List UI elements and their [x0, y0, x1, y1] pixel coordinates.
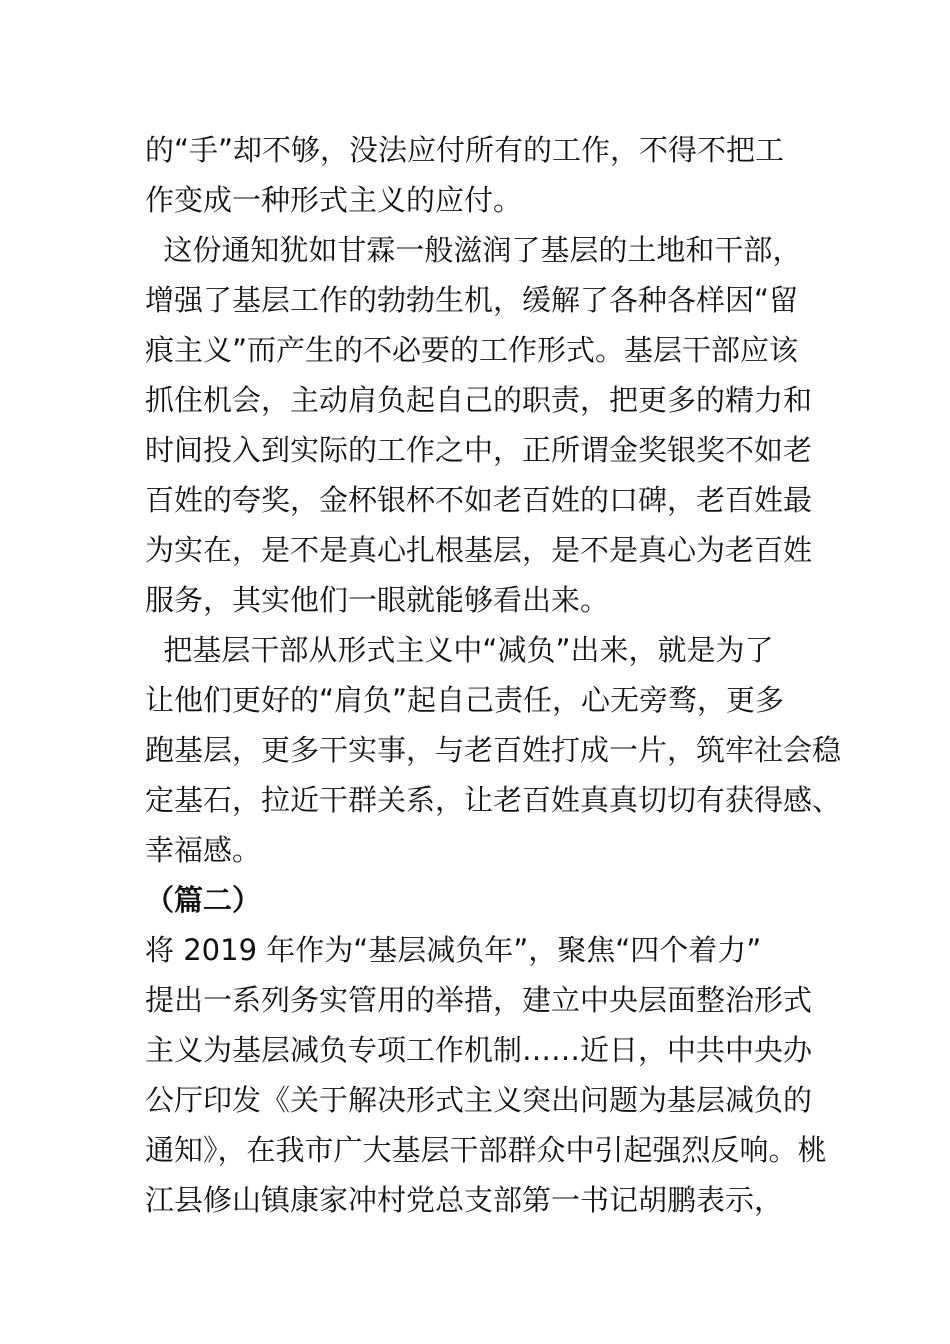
- text-line: 幸福感。: [145, 833, 262, 867]
- text-line: 的“手”却不够，没法应付所有的工作，不得不把工: [145, 133, 785, 167]
- text-line: 痕主义”而产生的不必要的工作形式。基层干部应该: [145, 333, 799, 367]
- text-line: 跑基层，更多干实事，与老百姓打成一片，筑牢社会稳: [145, 733, 842, 767]
- body-text: [145, 125, 842, 1225]
- text-line: 时间投入到实际的工作之中，正所谓金奖银奖不如老: [145, 433, 813, 467]
- paragraph-start-line: 这份通知犹如甘霖一般滋润了基层的土地和干部，: [145, 233, 802, 267]
- text-line: 增强了基层工作的勃勃生机，缓解了各种各样因“留: [145, 283, 799, 317]
- text-line: 江县修山镇康家冲村党总支部第一书记胡鹏表示，: [145, 1183, 784, 1217]
- text-line: 通知》，在我市广大基层干部群众中引起强烈反响。桃: [145, 1133, 827, 1167]
- text-line: 抓住机会，主动肩负起自己的职责，把更多的精力和: [145, 383, 813, 417]
- text-line: 公厅印发《关于解决形式主义突出问题为基层减负的: [145, 1083, 813, 1117]
- text-line: 让他们更好的“肩负”起自己责任，心无旁骛，更多: [145, 683, 785, 717]
- text-line: 主义为基层减负专项工作机制……近日，中共中央办: [145, 1033, 813, 1067]
- text-line: 提出一系列务实管用的举措，建立中央层面整治形式: [145, 983, 813, 1017]
- text-line: 为实在，是不是真心扎根基层，是不是真心为老百姓: [145, 533, 813, 567]
- text-line: 作变成一种形式主义的应付。: [145, 183, 523, 217]
- text-line: 定基石，拉近干群关系，让老百姓真真切切有获得感、: [145, 783, 842, 817]
- text-line: 服务，其实他们一眼就能够看出来。: [145, 583, 610, 617]
- paragraph-start-line: 把基层干部从形式主义中“减负”出来，就是为了: [145, 633, 774, 667]
- text-line: 百姓的夸奖，金杯银杯不如老百姓的口碑，老百姓最: [145, 483, 813, 517]
- section-heading: （篇二）: [145, 883, 262, 917]
- text-line: 将 2019 年作为“基层减负年”，聚焦“四个着力”: [145, 933, 762, 967]
